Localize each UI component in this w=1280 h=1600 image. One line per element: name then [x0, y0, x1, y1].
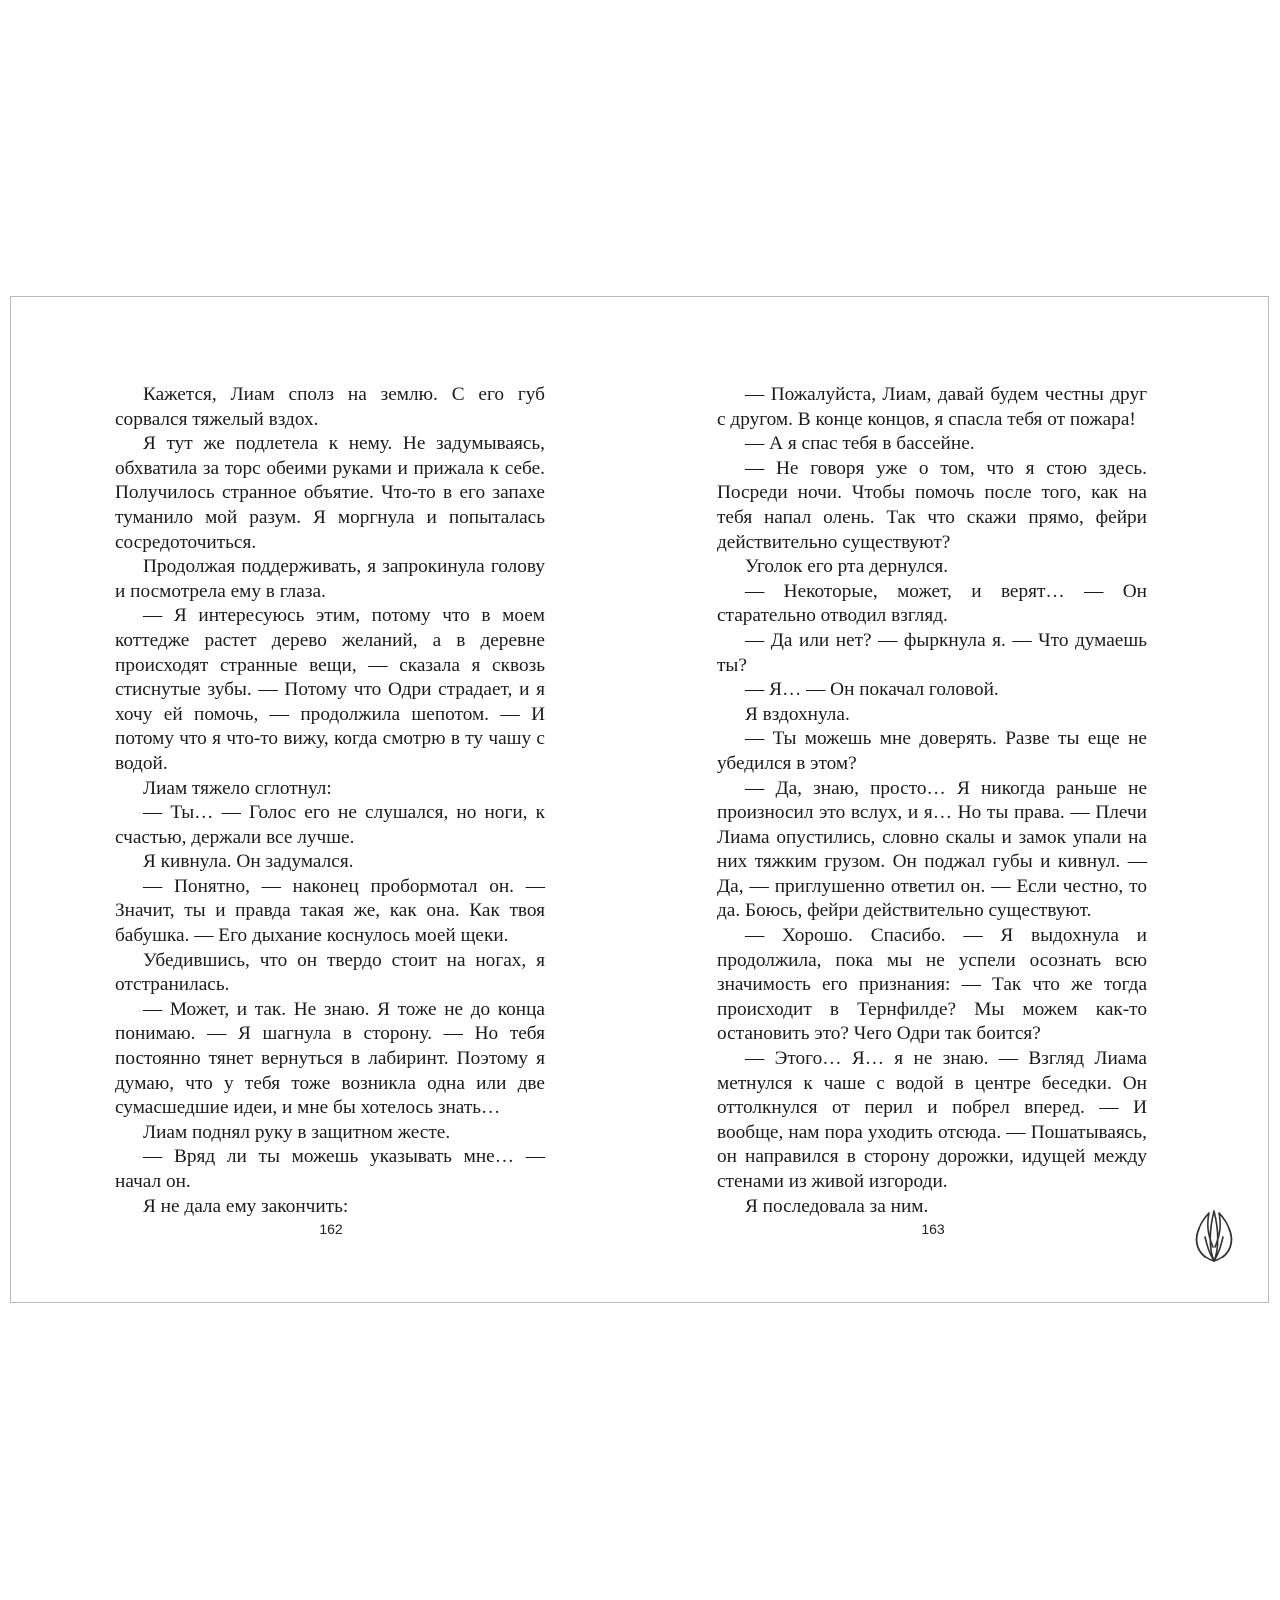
- paragraph: — Да, знаю, просто… Я никогда раньше не произносил это вслух, и я… Но ты права. — Плечи Лиама опустились, словно скалы и замок упали на них тяжким грузом. Он поджал губы и кивнул. — Да, — приглушенно ответил он. — Если честно, то да. Боюсь, фейри действительно существуют.: [717, 777, 1147, 922]
- paragraph: — Ты… — Голос его не слушался, но ноги, к счастью, держали все лучше.: [115, 802, 545, 848]
- paragraph: — Ты можешь мне доверять. Разве ты еще не убедился в этом?: [717, 728, 1147, 774]
- paragraph: Убедившись, что он твердо стоит на ногах, я отстранилась.: [115, 949, 545, 996]
- paragraph: Я тут же подлетела к нему. Не задумываясь, обхватила за торс обеими руками и прижала к себе. Получилось странное объятие. Что-то в его запахе туманило мой разум. Я моргнула и попыталась сосредоточиться.: [115, 433, 545, 553]
- paragraph: Я не дала ему закончить:: [143, 1195, 349, 1217]
- paragraph: Я последовала за ним.: [745, 1195, 929, 1217]
- paragraph: — Я… — Он покачал головой.: [745, 679, 999, 701]
- paragraph: — Этого… Я… я не знаю. — Взгляд Лиама метнулся к чаше с водой в центре беседки. Он оттолкнулся от перил и побрел вперед. — И вообще, нам пора уходить отсюда. — Пошатываясь, он направился в сторону дорожки, идущей между стенами из живой изгороди.: [717, 1048, 1147, 1192]
- paragraph: Лиам поднял руку в защитном жесте.: [143, 1121, 451, 1143]
- right-page-text: [717, 383, 1147, 1219]
- paragraph: — Может, и так. Не знаю. Я тоже не до конца понимаю. — Я шагнула в сторону. — Но тебя постоянно тянет вернуться в лабиринт. Поэтому я думаю, что у тебя тоже возникла одна или две сумасшедшие идеи, и мне бы хотелось знать…: [115, 998, 545, 1119]
- paragraph: — Да или нет? — фыркнула я. — Что думаешь ты?: [717, 629, 1147, 676]
- paragraph: — Некоторые, может, и верят… — Он старательно отводил взгляд.: [717, 580, 1147, 627]
- paragraph: Лиам тяжело сглотнул:: [143, 777, 332, 799]
- paragraph: — Не говоря уже о том, что я стою здесь. Посреди ночи. Чтобы помочь после того, как на тебя напал олень. Так что скажи прямо, фейри действительно существуют?: [717, 457, 1147, 553]
- paragraph: — Я интересуюсь этим, потому что в моем коттедже растет дерево желаний, а в деревне происходят странные вещи, — сказала я сквозь стиснутые зубы. — Потому что Одри страдает, и я хочу ей помочь, — продолжила шепотом. — И потому что я что-то вижу, когда смотрю в ту чашу с водой.: [115, 605, 545, 774]
- paragraph: Кажется, Лиам сполз на землю. С его губ сорвался тяжелый вздох.: [115, 384, 545, 430]
- paragraph: Продолжая поддерживать, я запрокинула голову и посмотрела ему в глаза.: [115, 556, 545, 602]
- paragraph: — Хорошо. Спасибо. — Я выдохнула и продолжила, пока мы не успели осознать всю значимость его признания: — Так что же тогда происходит в Тернфилде? Мы можем как-то остановить это? Чего Одри так боится?: [717, 925, 1147, 1045]
- left-page-text: [115, 383, 545, 1219]
- page-number-left: 162: [319, 1221, 343, 1237]
- book-spread: [10, 296, 1269, 1303]
- paragraph: — Понятно, — наконец пробормотал он. — Значит, ты и правда такая же, как она. Как твоя бабушка. — Его дыхание коснулось моей щеки.: [115, 875, 545, 947]
- tulip-ornament-icon: [1187, 1207, 1241, 1265]
- paragraph: — А я спас тебя в бассейне.: [745, 433, 975, 455]
- page-number-right: 163: [921, 1221, 945, 1237]
- paragraph: — Вряд ли ты можешь указывать мне… — начал он.: [115, 1146, 545, 1192]
- paragraph: Уголок его рта дернулся.: [745, 556, 949, 578]
- paragraph: Я кивнула. Он задумался.: [143, 851, 354, 873]
- paragraph: Я вздохнула.: [745, 703, 850, 725]
- paragraph: — Пожалуйста, Лиам, давай будем честны друг с другом. В конце концов, я спасла тебя от пожара!: [717, 384, 1147, 430]
